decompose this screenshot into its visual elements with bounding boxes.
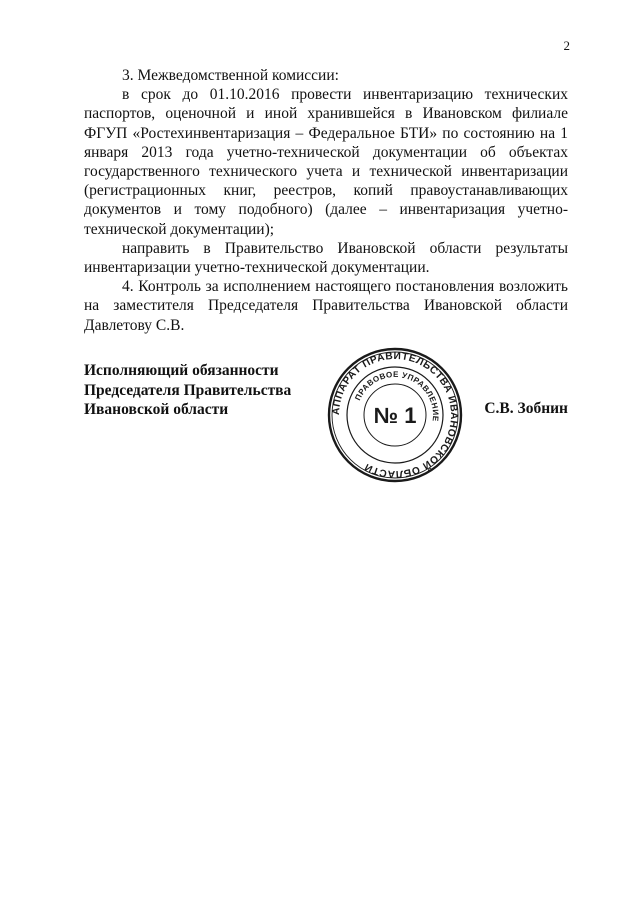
seal-ring-text: АППАРАТ ПРАВИТЕЛЬСТВА ИВАНОВСКОЙ ОБЛАСТИ: [330, 350, 460, 480]
signatory-title-line-3: Ивановской области: [84, 401, 229, 418]
paragraph-item-4-control: 4. Контроль за исполнением настоящего постановления возложить на заместителя Председателя Правительства Ивановской области Давлетову С.В.: [84, 278, 568, 334]
paragraph-send-results: направить в Правительство Ивановской области результаты инвентаризации учетно-технической документации.: [84, 239, 568, 277]
seal-inner-text: ПРАВОВОЕ УПРАВЛЕНИЕ: [353, 369, 441, 423]
signatory-title-line-1: Исполняющий обязанности: [84, 362, 279, 379]
signatory-title-line-2: Председателя Правительства: [84, 381, 292, 399]
official-seal: [325, 345, 465, 485]
seal-number: № 1: [373, 403, 417, 428]
signatory-title: [84, 361, 291, 420]
paragraph-inventory-deadline: в срок до 01.10.2016 провести инвентаризацию технических паспортов, оценочной и иной хранившейся в Ивановском филиале ФГУП «Ростехинвентаризация – Федеральное БТИ» по состоянию на 1 января 2013 года учетно-технической документации об объектах государственного технического учета и технической инвентаризации (регистрационных книг, реестров, копий правоустанавливающих документов и тому подобного) (далее – инвентаризация учетно-технической документации);: [84, 86, 568, 238]
signer-name: С.В. Зобнин: [484, 400, 568, 417]
paragraph-item-3: 3. Межведомственной комиссии:: [122, 67, 339, 84]
page-number: 2: [563, 38, 570, 53]
document-body: [84, 66, 568, 335]
